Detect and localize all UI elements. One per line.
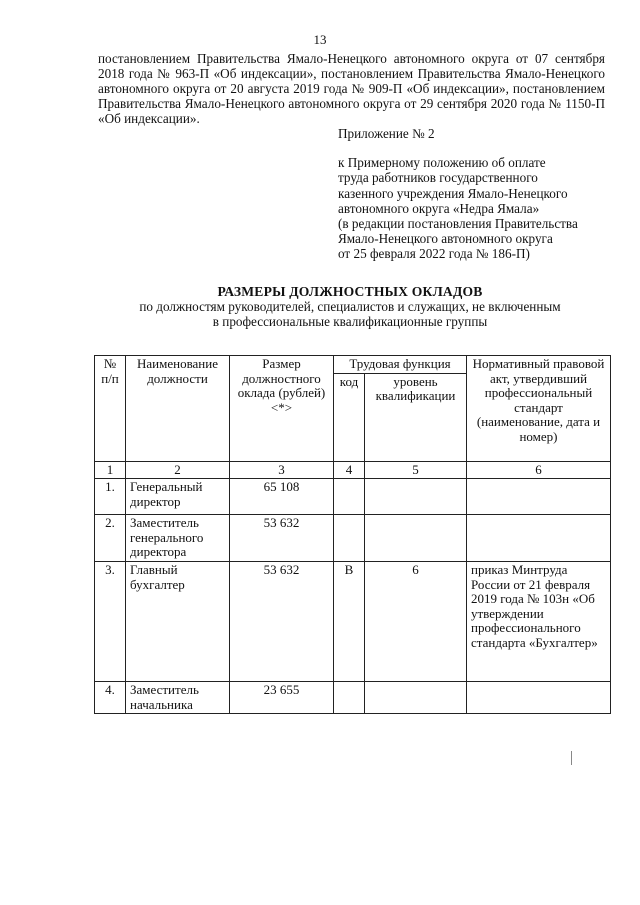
column-number-row (95, 461, 611, 479)
column-number: 5 (365, 461, 467, 479)
column-number: 6 (467, 461, 611, 479)
row-act (467, 515, 611, 562)
column-number: 3 (230, 461, 334, 479)
row-position: Заместитель генерального директора (126, 515, 230, 562)
table-row (95, 681, 611, 713)
appendix-line: автономного округа «Недра Ямала» (338, 200, 540, 216)
margin-mark (571, 751, 572, 765)
subtitle-line: по должностям руководителей, специалистов и служащих, не включенным (139, 299, 561, 314)
appendix-line: (в редакции постановления Правительства (338, 216, 578, 232)
header-num: № п/п (95, 356, 126, 462)
row-code: В (334, 561, 365, 681)
row-code (334, 515, 365, 562)
table-row (95, 515, 611, 562)
row-level: 6 (365, 561, 467, 681)
column-number: 2 (126, 461, 230, 479)
row-level (365, 681, 467, 713)
table-row (95, 479, 611, 515)
row-num: 2. (95, 515, 126, 562)
appendix-block (338, 126, 628, 262)
subtitle-line: в профессиональные квалификационные группы (212, 314, 488, 329)
row-salary: 65 108 (230, 479, 334, 515)
column-number: 4 (334, 461, 365, 479)
row-num: 1. (95, 479, 126, 515)
header-code: код (334, 373, 365, 461)
row-code (334, 681, 365, 713)
appendix-line: от 25 февраля 2022 года № 186-П) (338, 246, 530, 262)
header-salary: Размер должностного оклада (рублей) <*> (230, 356, 334, 462)
appendix-line: к Примерному положению об оплате (338, 155, 546, 171)
row-code (334, 479, 365, 515)
appendix-title: Приложение № 2 (338, 126, 435, 141)
row-salary: 23 655 (230, 681, 334, 713)
row-act (467, 479, 611, 515)
row-position: Главный бухгалтер (126, 561, 230, 681)
table-header-row (95, 356, 611, 374)
header-normative-act: Нормативный правовой акт, утвердивший профессиональный стандарт (наименование, дата и номер) (467, 356, 611, 462)
header-qualification-level: уровень квалификации (365, 373, 467, 461)
document-subtitle (50, 299, 640, 329)
appendix-line: труда работников государственного (338, 170, 538, 186)
appendix-line: казенного учреждения Ямало-Ненецкого (338, 185, 568, 201)
column-number: 1 (95, 461, 126, 479)
header-position: Наименование должности (126, 356, 230, 462)
intro-paragraph: постановлением Правительства Ямало-Ненецкого автономного округа от 07 сентября 2018 года № 963-П «Об индексации», постановлением Правительства Ямало-Ненецкого автономного округа от 20 августа 2019 года № 909-П «Об индексации», постановлением Правительства Ямало-Ненецкого автономного округа от 29 сентября 2020 года № 1150-П «Об индексации». (98, 51, 605, 126)
row-act: приказ Минтруда России от 21 февраля 2019 года № 103н «Об утверждении профессионального стандарта «Бухгалтер» (467, 561, 611, 681)
row-level (365, 479, 467, 515)
header-labor-function: Трудовая функция (334, 356, 467, 374)
appendix-line: Ямало-Ненецкого автономного округа (338, 231, 553, 247)
page-number: 13 (313, 32, 327, 47)
row-num: 4. (95, 681, 126, 713)
row-salary: 53 632 (230, 515, 334, 562)
row-position: Заместитель начальника (126, 681, 230, 713)
row-num: 3. (95, 561, 126, 681)
salary-table (94, 355, 611, 714)
table-row (95, 561, 611, 681)
row-act (467, 681, 611, 713)
row-level (365, 515, 467, 562)
row-position: Генеральный директор (126, 479, 230, 515)
row-salary: 53 632 (230, 561, 334, 681)
document-title: РАЗМЕРЫ ДОЛЖНОСТНЫХ ОКЛАДОВ (217, 284, 483, 299)
